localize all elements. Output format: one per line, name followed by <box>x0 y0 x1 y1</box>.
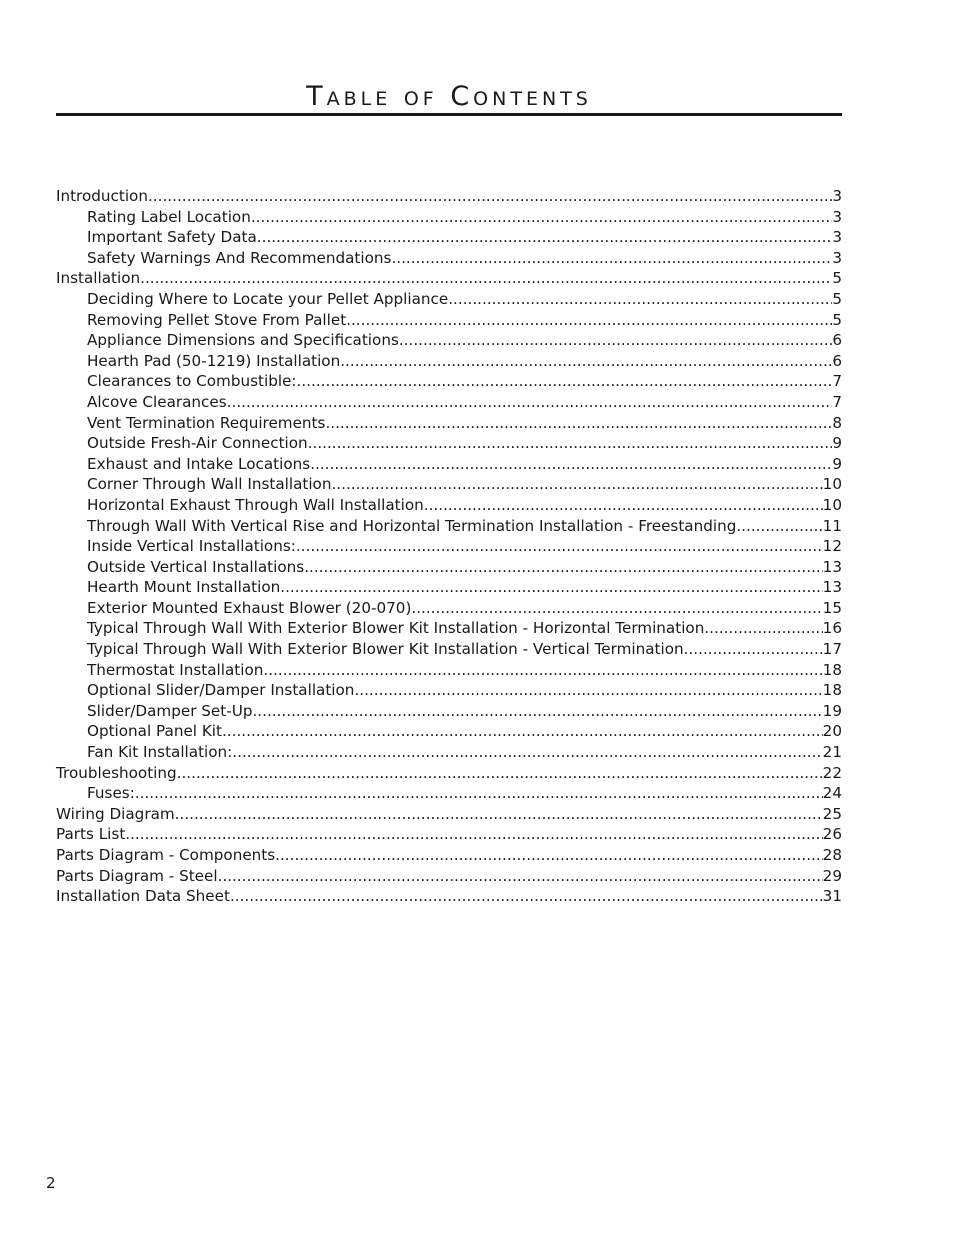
page-number: 2 <box>46 1174 56 1192</box>
toc-page-number: 9 <box>832 434 842 453</box>
toc-entry-title: Outside Vertical Installations <box>87 557 305 576</box>
toc-subentry[interactable] <box>56 680 842 701</box>
toc-subentry[interactable] <box>56 392 842 413</box>
toc-subentry[interactable] <box>56 207 842 228</box>
toc-entry-title: Parts List <box>56 825 126 844</box>
toc-subentry[interactable] <box>56 330 842 351</box>
toc-subentry[interactable] <box>56 598 842 619</box>
dot-leader <box>175 804 823 825</box>
toc-entry-title: Slider/Damper Set-Up <box>87 701 253 720</box>
dot-leader <box>310 454 832 475</box>
toc-entry-title: Fan Kit Installation: <box>87 743 233 762</box>
dot-leader <box>177 763 823 784</box>
table-of-contents <box>56 186 842 907</box>
dot-leader <box>222 721 823 742</box>
dot-leader <box>140 268 832 289</box>
toc-page-number: 5 <box>832 269 842 288</box>
toc-page-number: 3 <box>832 248 842 267</box>
toc-page-number: 6 <box>832 331 842 350</box>
toc-page-number: 24 <box>822 784 842 803</box>
toc-entry-title: Important Safety Data <box>87 228 257 247</box>
dot-leader <box>135 783 823 804</box>
dot-leader <box>232 742 822 763</box>
toc-page-number: 13 <box>822 578 842 597</box>
toc-page-number: 18 <box>822 681 842 700</box>
toc-page-number: 17 <box>822 640 842 659</box>
toc-page-number: 20 <box>822 722 842 741</box>
toc-subentry[interactable] <box>56 557 842 578</box>
toc-entry[interactable] <box>56 186 842 207</box>
dot-leader <box>736 516 822 537</box>
toc-entry-title: Wiring Diagram <box>56 804 175 823</box>
dot-leader <box>304 557 822 578</box>
toc-page-number: 3 <box>832 187 842 205</box>
toc-entry[interactable] <box>56 886 842 907</box>
dot-leader <box>297 371 833 392</box>
dot-leader <box>230 886 823 907</box>
dot-leader <box>218 866 823 887</box>
dot-leader <box>125 824 822 845</box>
toc-entry[interactable] <box>56 845 842 866</box>
toc-entry[interactable] <box>56 804 842 825</box>
toc-subentry[interactable] <box>56 351 842 372</box>
title-underline <box>56 113 842 116</box>
toc-page-number: 31 <box>822 887 842 906</box>
toc-entry-title: Vent Termination Requirements <box>87 413 326 432</box>
toc-entry-title: Outside Fresh-Air Connection <box>87 434 308 453</box>
toc-entry-title: Deciding Where to Locate your Pellet Appliance <box>87 289 449 308</box>
toc-entry-title: Optional Panel Kit <box>87 722 222 741</box>
toc-subentry[interactable] <box>56 495 842 516</box>
toc-entry-title: Appliance Dimensions and Specifications <box>87 331 399 350</box>
dot-leader <box>424 495 823 516</box>
dot-leader <box>227 392 833 413</box>
toc-subentry[interactable] <box>56 721 842 742</box>
toc-subentry[interactable] <box>56 516 842 537</box>
dot-leader <box>252 701 822 722</box>
toc-subentry[interactable] <box>56 783 842 804</box>
toc-page-number: 11 <box>822 516 842 535</box>
toc-entry-title: Installation Data Sheet <box>56 887 230 906</box>
toc-subentry[interactable] <box>56 639 842 660</box>
toc-page-number: 10 <box>822 495 842 514</box>
toc-page-number: 21 <box>822 743 842 762</box>
toc-entry-title: Through Wall With Vertical Rise and Horizontal Termination Installation - Freestanding <box>87 516 737 535</box>
toc-entry-title: Typical Through Wall With Exterior Blower Kit Installation - Vertical Termination <box>87 640 684 659</box>
toc-subentry[interactable] <box>56 618 842 639</box>
toc-entry-title: Alcove Clearances <box>87 392 227 411</box>
toc-page-number: 22 <box>822 763 842 782</box>
toc-page-number: 3 <box>832 228 842 247</box>
dot-leader <box>280 577 822 598</box>
dot-leader <box>704 618 822 639</box>
toc-subentry[interactable] <box>56 248 842 269</box>
toc-page-number: 19 <box>822 701 842 720</box>
toc-subentry[interactable] <box>56 474 842 495</box>
toc-page-number: 5 <box>832 289 842 308</box>
toc-entry-title: Parts Diagram - Components <box>56 846 276 864</box>
dot-leader <box>340 351 832 372</box>
toc-entry-title: Clearances to Combustible: <box>87 372 297 391</box>
toc-page-number: 8 <box>832 413 842 432</box>
dot-leader <box>296 536 823 557</box>
toc-entry-title: Introduction <box>56 187 148 205</box>
toc-subentry[interactable] <box>56 371 842 392</box>
toc-page-number: 18 <box>822 660 842 679</box>
toc-page-number: 26 <box>822 825 842 844</box>
dot-leader <box>448 289 832 310</box>
toc-entry-title: Parts Diagram - Steel <box>56 866 218 885</box>
toc-subentry[interactable] <box>56 454 842 475</box>
toc-entry[interactable] <box>56 866 842 887</box>
toc-entry-title: Thermostat Installation <box>87 660 264 679</box>
toc-entry[interactable] <box>56 268 842 289</box>
toc-page-number: 15 <box>822 598 842 617</box>
toc-entry-title: Installation <box>56 269 141 288</box>
dot-leader <box>354 680 822 701</box>
toc-page-number: 28 <box>822 846 842 864</box>
toc-page-number: 13 <box>822 557 842 576</box>
toc-subentry[interactable] <box>56 413 842 434</box>
toc-entry[interactable] <box>56 824 842 845</box>
toc-entry-title: Hearth Mount Installation <box>87 578 281 597</box>
toc-entry-title: Horizontal Exhaust Through Wall Installation <box>87 495 424 514</box>
dot-leader <box>251 207 832 228</box>
dot-leader <box>391 248 832 269</box>
toc-entry-title: Exhaust and Intake Locations <box>87 454 311 473</box>
toc-entry-title: Optional Slider/Damper Installation <box>87 681 355 700</box>
dot-leader <box>346 310 832 331</box>
toc-subentry[interactable] <box>56 289 842 310</box>
toc-page-number: 29 <box>822 866 842 885</box>
toc-entry-title: Fuses: <box>87 784 135 803</box>
toc-entry-title: Exterior Mounted Exhaust Blower (20-070) <box>87 598 412 617</box>
toc-entry-title: Safety Warnings And Recommendations <box>87 248 392 267</box>
toc-entry-title: Removing Pellet Stove From Pallet <box>87 310 347 329</box>
dot-leader <box>684 639 823 660</box>
toc-page-number: 9 <box>832 454 842 473</box>
toc-subentry[interactable] <box>56 660 842 681</box>
dot-leader <box>148 186 832 207</box>
toc-entry-title: Rating Label Location <box>87 207 251 226</box>
dot-leader <box>325 413 832 434</box>
toc-entry-title: Troubleshooting <box>56 763 177 782</box>
toc-subentry[interactable] <box>56 536 842 557</box>
toc-subentry[interactable] <box>56 577 842 598</box>
toc-entry-title: Hearth Pad (50-1219) Installation <box>87 351 341 370</box>
toc-entry-title: Corner Through Wall Installation <box>87 475 332 494</box>
toc-entry[interactable] <box>56 763 842 784</box>
toc-page-number: 5 <box>832 310 842 329</box>
toc-entry-title: Inside Vertical Installations: <box>87 537 296 556</box>
toc-page-number: 25 <box>822 804 842 823</box>
toc-subentry[interactable] <box>56 227 842 248</box>
toc-page-number: 6 <box>832 351 842 370</box>
toc-page-number: 7 <box>832 372 842 391</box>
toc-subentry[interactable] <box>56 701 842 722</box>
toc-page-number: 10 <box>822 475 842 494</box>
dot-leader <box>411 598 822 619</box>
toc-subentry[interactable] <box>56 742 842 763</box>
dot-leader <box>263 660 822 681</box>
dot-leader <box>399 330 832 351</box>
toc-page-number: 3 <box>832 207 842 226</box>
page-title: Table of Contents <box>306 81 592 112</box>
toc-page-number: 7 <box>832 392 842 411</box>
dot-leader <box>308 433 833 454</box>
toc-subentry[interactable] <box>56 310 842 331</box>
toc-subentry[interactable] <box>56 433 842 454</box>
dot-leader <box>331 474 822 495</box>
toc-entry-title: Typical Through Wall With Exterior Blower Kit Installation - Horizontal Termination <box>87 619 705 638</box>
dot-leader <box>275 845 823 866</box>
toc-page-number: 16 <box>822 619 842 638</box>
dot-leader <box>257 227 833 248</box>
toc-page-number: 12 <box>822 537 842 556</box>
